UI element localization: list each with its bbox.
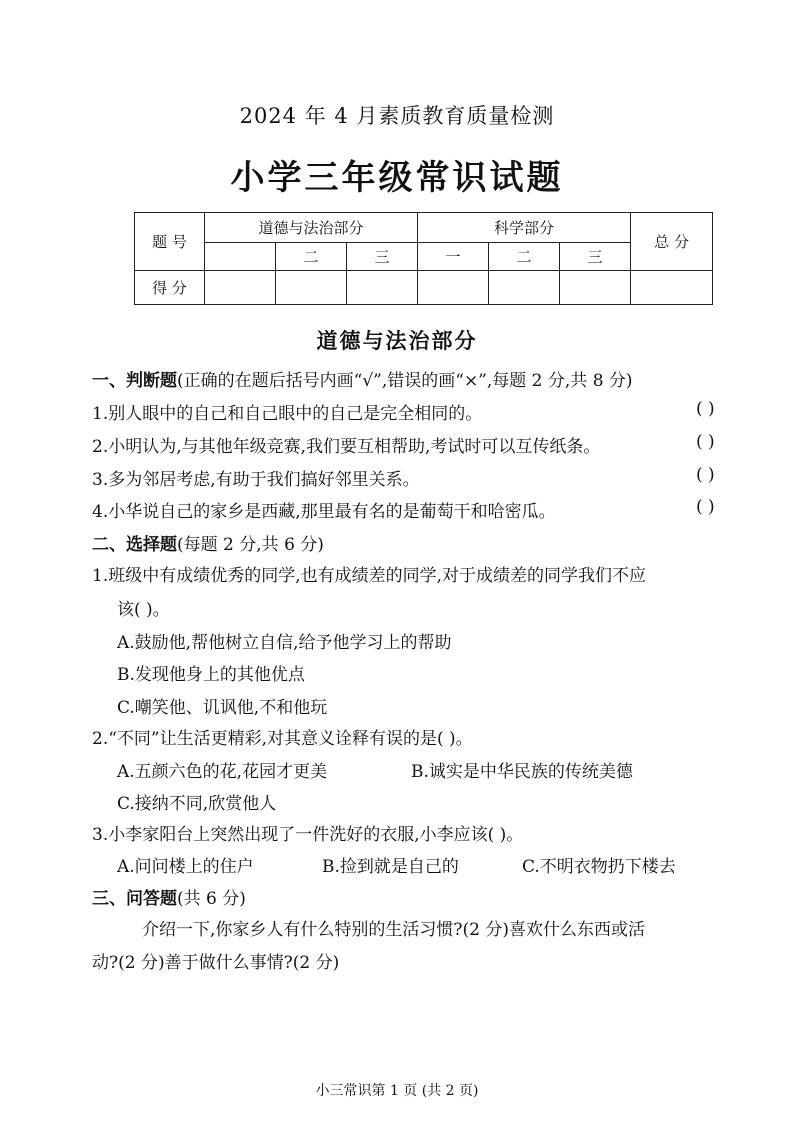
score-table-science-col: 一 bbox=[418, 243, 489, 271]
paper-title: 小学三年级常识试题 bbox=[230, 158, 564, 198]
answer-paren[interactable]: ( ) bbox=[696, 399, 715, 419]
exam-title: 2024 年 4 月素质教育质量检测 bbox=[239, 104, 555, 128]
score-table-moral-col: 二 bbox=[276, 243, 347, 271]
choice-question-2: 2.“不同”让生活更精彩,对其意义诠释有误的是( )。 bbox=[92, 729, 473, 749]
part2-heading-label: 二、选择题 bbox=[92, 535, 177, 555]
part2-heading bbox=[92, 530, 324, 555]
score-cell[interactable] bbox=[205, 271, 276, 305]
score-table-moral-col: 三 bbox=[347, 243, 418, 271]
choice-option[interactable]: B.诚实是中华民族的传统美德 bbox=[411, 762, 633, 782]
part3-heading bbox=[92, 884, 246, 909]
judgment-item: 3.多为邻居考虑,有助于我们搞好邻里关系。 bbox=[92, 470, 420, 490]
score-table-science-col: 二 bbox=[489, 243, 560, 271]
choice-question-1-cont: 该( )。 bbox=[117, 600, 170, 620]
score-cell-total[interactable] bbox=[631, 271, 713, 305]
score-table-group-science: 科学部分 bbox=[418, 213, 631, 243]
answer-paren[interactable]: ( ) bbox=[696, 497, 715, 517]
part1-heading-label: 一、判断题 bbox=[92, 371, 177, 391]
judgment-item: 4.小华说自己的家乡是西藏,那里最有名的是葡萄干和哈密瓜。 bbox=[92, 502, 556, 522]
score-table bbox=[134, 212, 713, 305]
score-table-total-label: 总 分 bbox=[631, 213, 713, 271]
page-footer: 小三常识第 1 页 (共 2 页) bbox=[315, 1083, 479, 1099]
part3-heading-note: (共 6 分) bbox=[177, 889, 246, 909]
choice-option[interactable]: B.发现他身上的其他优点 bbox=[117, 665, 305, 685]
part1-heading bbox=[92, 366, 633, 391]
score-cell[interactable] bbox=[560, 271, 631, 305]
score-table-group-moral: 道德与法治部分 bbox=[205, 213, 418, 243]
choice-option[interactable]: A.五颜六色的花,花园才更美 bbox=[117, 762, 328, 782]
score-table-score-label: 得 分 bbox=[135, 271, 205, 305]
score-cell[interactable] bbox=[347, 271, 418, 305]
part1-heading-note: (正确的在题后括号内画“√”,错误的画“×”,每题 2 分,共 8 分) bbox=[177, 371, 633, 391]
score-table-question-label: 题 号 bbox=[135, 213, 205, 271]
choice-question-3: 3.小李家阳台上突然出现了一件洗好的衣服,小李应该( )。 bbox=[92, 825, 524, 845]
essay-question-line: 动?(2 分)善于做什么事情?(2 分) bbox=[92, 953, 340, 973]
choice-option[interactable]: A.鼓励他,帮他树立自信,给予他学习上的帮助 bbox=[117, 633, 452, 653]
judgment-item: 2.小明认为,与其他年级竞赛,我们要互相帮助,考试时可以互传纸条。 bbox=[92, 437, 601, 457]
judgment-item: 1.别人眼中的自己和自己眼中的自己是完全相同的。 bbox=[92, 404, 483, 424]
score-cell[interactable] bbox=[276, 271, 347, 305]
section-title: 道德与法治部分 bbox=[316, 329, 478, 353]
choice-option[interactable]: A.问问楼上的住户 bbox=[117, 857, 254, 877]
answer-paren[interactable]: ( ) bbox=[696, 432, 715, 452]
essay-question-line: 介绍一下,你家乡人有什么特别的生活习惯?(2 分)喜欢什么东西或活 bbox=[142, 920, 646, 940]
score-cell[interactable] bbox=[489, 271, 560, 305]
part3-heading-label: 三、问答题 bbox=[92, 889, 177, 909]
score-table-moral-col bbox=[205, 243, 276, 271]
choice-option[interactable]: C.接纳不同,欣赏他人 bbox=[117, 794, 277, 814]
part2-heading-note: (每题 2 分,共 6 分) bbox=[177, 535, 324, 555]
choice-option[interactable]: B.捡到就是自己的 bbox=[322, 857, 459, 877]
choice-option[interactable]: C.不明衣物扔下楼去 bbox=[522, 857, 676, 877]
answer-paren[interactable]: ( ) bbox=[696, 465, 715, 485]
score-table-science-col: 三 bbox=[560, 243, 631, 271]
choice-question-1: 1.班级中有成绩优秀的同学,也有成绩差的同学,对于成绩差的同学我们不应 bbox=[92, 566, 647, 586]
choice-option[interactable]: C.嘲笑他、讥讽他,不和他玩 bbox=[117, 698, 328, 718]
score-cell[interactable] bbox=[418, 271, 489, 305]
